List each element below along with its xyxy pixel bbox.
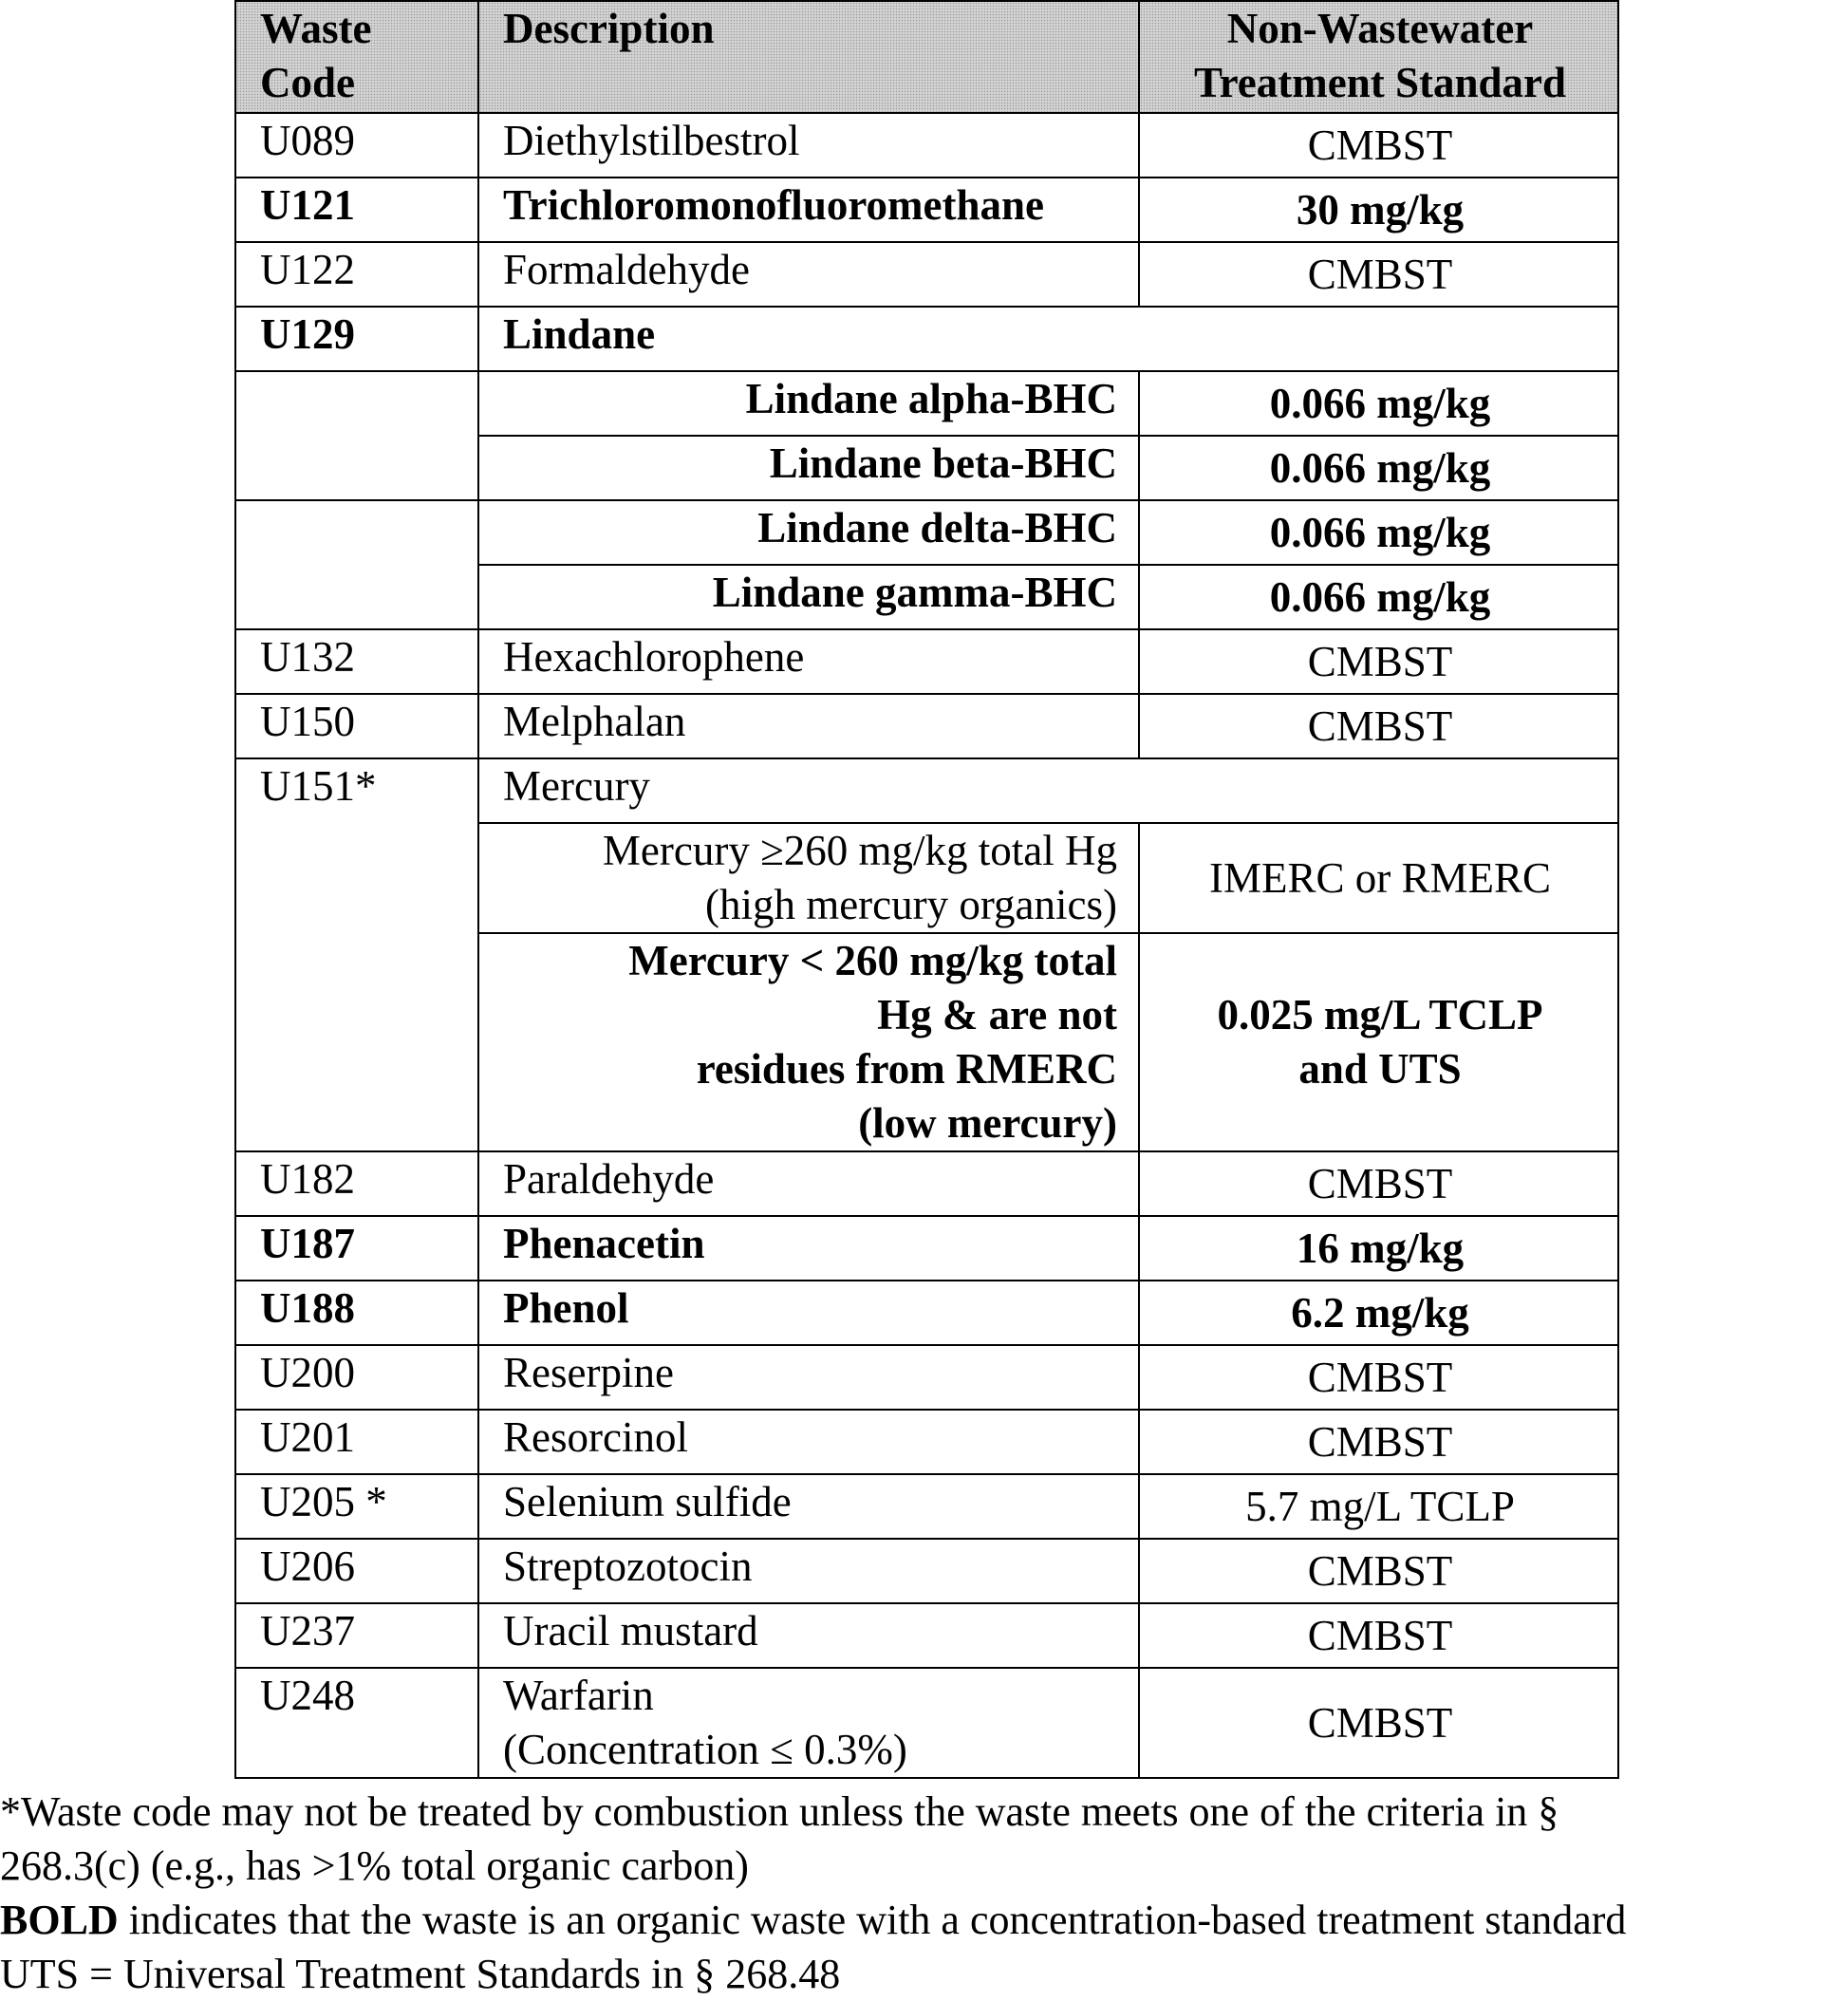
standard-cell: 0.066 mg/kg bbox=[1139, 565, 1618, 629]
uts-note: UTS = Universal Treatment Standards in § 268.48 bbox=[0, 1951, 841, 1997]
description-line: residues from RMERC bbox=[696, 1045, 1117, 1093]
standard-cell: CMBST bbox=[1139, 1668, 1618, 1778]
description-line: Mercury ≥260 mg/kg total Hg bbox=[602, 827, 1117, 874]
table-row bbox=[235, 1281, 1618, 1345]
table-row bbox=[235, 500, 1618, 565]
waste-code-cell: U200 bbox=[235, 1345, 478, 1410]
table-row bbox=[235, 1345, 1618, 1410]
description-line: Hg & are not bbox=[877, 991, 1117, 1038]
standard-cell: CMBST bbox=[1139, 694, 1618, 758]
table-row bbox=[235, 1216, 1618, 1281]
standard-cell: 30 mg/kg bbox=[1139, 178, 1618, 242]
standard-cell: CMBST bbox=[1139, 1345, 1618, 1410]
waste-code-cell: U151* bbox=[235, 758, 478, 1151]
standard-cell: 0.066 mg/kg bbox=[1139, 371, 1618, 436]
waste-code-cell: U129 bbox=[235, 307, 478, 371]
bold-legend-note bbox=[0, 1893, 1848, 1947]
description-cell: Hexachlorophene bbox=[478, 629, 1139, 694]
table-row bbox=[235, 1474, 1618, 1539]
description-cell: Uracil mustard bbox=[478, 1603, 1139, 1668]
sub-description-cell bbox=[478, 933, 1139, 1151]
description-cell: Mercury bbox=[478, 758, 1618, 823]
standard-cell: CMBST bbox=[1139, 1539, 1618, 1603]
standard-cell: CMBST bbox=[1139, 1151, 1618, 1216]
standard-line: and UTS bbox=[1298, 1045, 1462, 1093]
treatment-standards-table bbox=[234, 0, 1619, 1779]
sub-description-cell: Lindane delta-BHC bbox=[478, 500, 1139, 565]
bold-legend-text: indicates that the waste is an organic waste with a concentration-based treatment standard bbox=[118, 1897, 1627, 1943]
table-row bbox=[235, 758, 1618, 823]
table-row bbox=[235, 1539, 1618, 1603]
table-row bbox=[235, 178, 1618, 242]
description-cell: Reserpine bbox=[478, 1345, 1139, 1410]
empty-code-cell bbox=[235, 500, 478, 629]
standard-cell: 0.066 mg/kg bbox=[1139, 500, 1618, 565]
table-footnotes bbox=[0, 1785, 1848, 2001]
header-treatment-standard: Non-Wastewater Treatment Standard bbox=[1139, 1, 1618, 113]
description-line: Mercury < 260 mg/kg total bbox=[628, 937, 1117, 984]
waste-code-cell: U089 bbox=[235, 113, 478, 178]
waste-code-cell: U150 bbox=[235, 694, 478, 758]
waste-code-cell: U122 bbox=[235, 242, 478, 307]
table-row bbox=[235, 1668, 1618, 1778]
waste-code-cell: U248 bbox=[235, 1668, 478, 1778]
description-cell: Melphalan bbox=[478, 694, 1139, 758]
description-cell: Trichloromonofluoromethane bbox=[478, 178, 1139, 242]
description-line: (Concentration ≤ 0.3%) bbox=[503, 1726, 907, 1773]
description-cell bbox=[478, 1668, 1139, 1778]
waste-code-cell: U188 bbox=[235, 1281, 478, 1345]
standard-cell: 5.7 mg/L TCLP bbox=[1139, 1474, 1618, 1539]
description-cell: Selenium sulfide bbox=[478, 1474, 1139, 1539]
table-row bbox=[235, 629, 1618, 694]
description-cell: Phenol bbox=[478, 1281, 1139, 1345]
table-row bbox=[235, 1151, 1618, 1216]
description-line: (low mercury) bbox=[858, 1099, 1117, 1147]
table-row bbox=[235, 1603, 1618, 1668]
header-description: Description bbox=[478, 1, 1139, 113]
sub-description-cell: Lindane alpha-BHC bbox=[478, 371, 1139, 436]
waste-code-cell: U205 * bbox=[235, 1474, 478, 1539]
description-cell: Phenacetin bbox=[478, 1216, 1139, 1281]
description-line: (high mercury organics) bbox=[704, 881, 1117, 928]
table-row bbox=[235, 307, 1618, 371]
description-cell: Paraldehyde bbox=[478, 1151, 1139, 1216]
waste-code-cell: U206 bbox=[235, 1539, 478, 1603]
table-row bbox=[235, 113, 1618, 178]
empty-code-cell bbox=[235, 371, 478, 500]
sub-description-cell bbox=[478, 823, 1139, 933]
sub-description-cell: Lindane beta-BHC bbox=[478, 436, 1139, 500]
standard-cell: CMBST bbox=[1139, 242, 1618, 307]
standard-line: 0.025 mg/L TCLP bbox=[1217, 991, 1543, 1038]
description-cell: Formaldehyde bbox=[478, 242, 1139, 307]
waste-code-cell: U132 bbox=[235, 629, 478, 694]
standard-cell: CMBST bbox=[1139, 113, 1618, 178]
description-cell: Resorcinol bbox=[478, 1410, 1139, 1474]
table-row bbox=[235, 1410, 1618, 1474]
table-row bbox=[235, 371, 1618, 436]
header-waste-code: Waste Code bbox=[235, 1, 478, 113]
standard-cell: 6.2 mg/kg bbox=[1139, 1281, 1618, 1345]
standard-cell: IMERC or RMERC bbox=[1139, 823, 1618, 933]
standard-cell: CMBST bbox=[1139, 1603, 1618, 1668]
waste-code-cell: U187 bbox=[235, 1216, 478, 1281]
description-cell: Diethylstilbestrol bbox=[478, 113, 1139, 178]
description-cell: Streptozotocin bbox=[478, 1539, 1139, 1603]
combustion-footnote-line: *Waste code may not be treated by combustion unless the waste meets one of the criteria in § bbox=[0, 1788, 1559, 1835]
header-row bbox=[235, 1, 1618, 113]
waste-code-cell: U182 bbox=[235, 1151, 478, 1216]
combustion-footnote-line: 268.3(c) (e.g., has >1% total organic carbon) bbox=[0, 1842, 749, 1889]
waste-code-cell: U201 bbox=[235, 1410, 478, 1474]
description-cell: Lindane bbox=[478, 307, 1618, 371]
standard-cell: CMBST bbox=[1139, 629, 1618, 694]
sub-description-cell: Lindane gamma-BHC bbox=[478, 565, 1139, 629]
waste-code-cell: U237 bbox=[235, 1603, 478, 1668]
table-row bbox=[235, 242, 1618, 307]
standard-cell bbox=[1139, 933, 1618, 1151]
standard-cell: CMBST bbox=[1139, 1410, 1618, 1474]
standard-cell: 0.066 mg/kg bbox=[1139, 436, 1618, 500]
standard-cell: 16 mg/kg bbox=[1139, 1216, 1618, 1281]
table-row bbox=[235, 694, 1618, 758]
bold-label: BOLD bbox=[0, 1897, 119, 1943]
waste-code-cell: U121 bbox=[235, 178, 478, 242]
description-line: Warfarin bbox=[503, 1672, 654, 1719]
